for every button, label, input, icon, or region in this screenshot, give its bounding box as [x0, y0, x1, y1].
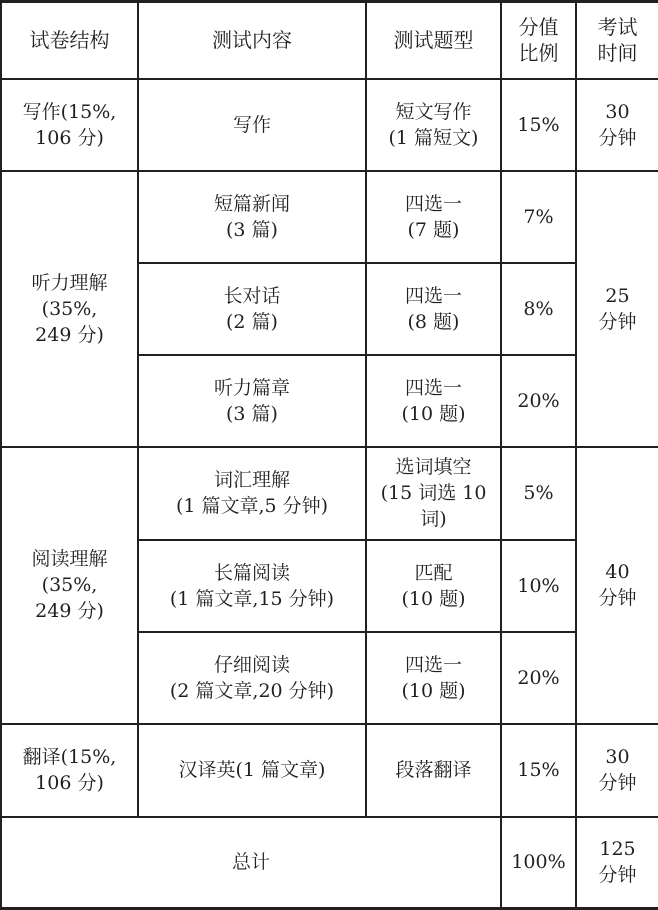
- header-row: [1, 2, 658, 79]
- writing-time: 30 分钟: [576, 79, 658, 171]
- header-time: 考试 时间: [576, 2, 658, 79]
- listening-content-2: 长对话 (2 篇): [138, 263, 366, 355]
- writing-ratio: 15%: [501, 79, 576, 171]
- total-time: 125 分钟: [576, 817, 658, 909]
- listening-content-3: 听力篇章 (3 篇): [138, 355, 366, 447]
- reading-ratio-3: 20%: [501, 632, 576, 724]
- reading-content-1: 词汇理解 (1 篇文章,5 分钟): [138, 447, 366, 540]
- total-ratio: 100%: [501, 817, 576, 909]
- total-row: [1, 817, 658, 909]
- listening-row-1: [1, 171, 658, 263]
- total-label: 总计: [1, 817, 501, 909]
- reading-row-1: [1, 447, 658, 540]
- reading-ratio-1: 5%: [501, 447, 576, 540]
- translation-type: 段落翻译: [366, 724, 501, 817]
- header-content: 测试内容: [138, 2, 366, 79]
- reading-content-2: 长篇阅读 (1 篇文章,15 分钟): [138, 540, 366, 632]
- listening-ratio-3: 20%: [501, 355, 576, 447]
- translation-ratio: 15%: [501, 724, 576, 817]
- listening-type-2: 四选一 (8 题): [366, 263, 501, 355]
- translation-row: [1, 724, 658, 817]
- listening-time: 25 分钟: [576, 171, 658, 447]
- writing-type: 短文写作 (1 篇短文): [366, 79, 501, 171]
- reading-time: 40 分钟: [576, 447, 658, 724]
- reading-type-3: 四选一 (10 题): [366, 632, 501, 724]
- translation-time: 30 分钟: [576, 724, 658, 817]
- reading-type-1: 选词填空 (15 词选 10 词): [366, 447, 501, 540]
- header-structure: 试卷结构: [1, 2, 138, 79]
- writing-section: 写作(15%, 106 分): [1, 79, 138, 171]
- reading-type-2: 匹配 (10 题): [366, 540, 501, 632]
- header-ratio: 分值 比例: [501, 2, 576, 79]
- listening-section: 听力理解 (35%, 249 分): [1, 171, 138, 447]
- writing-content: 写作: [138, 79, 366, 171]
- listening-type-3: 四选一 (10 题): [366, 355, 501, 447]
- listening-ratio-1: 7%: [501, 171, 576, 263]
- listening-type-1: 四选一 (7 题): [366, 171, 501, 263]
- listening-ratio-2: 8%: [501, 263, 576, 355]
- translation-section: 翻译(15%, 106 分): [1, 724, 138, 817]
- reading-ratio-2: 10%: [501, 540, 576, 632]
- writing-row: [1, 79, 658, 171]
- translation-content: 汉译英(1 篇文章): [138, 724, 366, 817]
- header-type: 测试题型: [366, 2, 501, 79]
- reading-section: 阅读理解 (35%, 249 分): [1, 447, 138, 724]
- listening-content-1: 短篇新闻 (3 篇): [138, 171, 366, 263]
- reading-content-3: 仔细阅读 (2 篇文章,20 分钟): [138, 632, 366, 724]
